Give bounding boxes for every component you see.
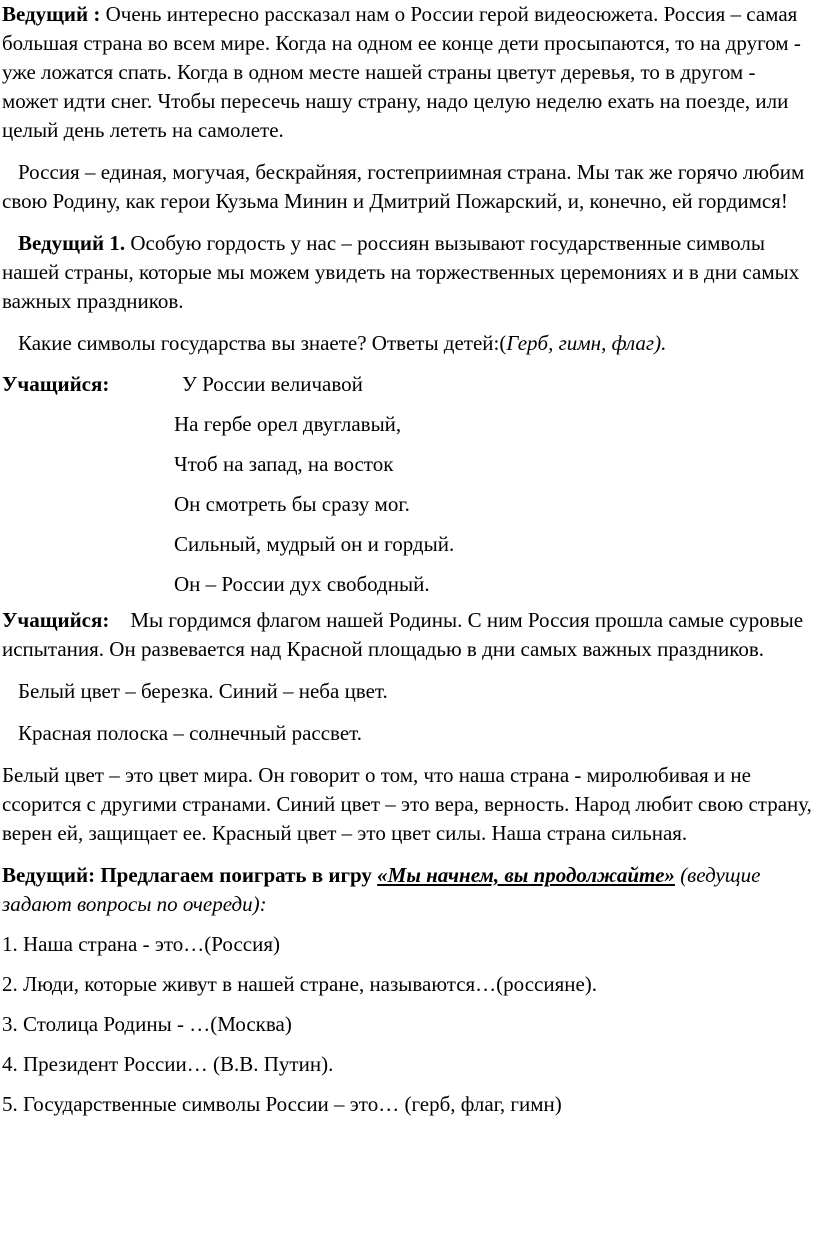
paragraph-text: Особую гордость у нас – россиян вызывают государственные символы нашей страны, которые мы можем увидеть на торжественных церемониях и в дни самых важных праздников.	[2, 231, 800, 313]
verse-row	[2, 450, 814, 490]
paragraph-text: Очень интересно рассказал нам о России герой видеосюжета. Россия – самая большая страна во всем мире. Когда на одном ее конце дети просыпаются, то на другом - уже ложатся спать. Когда в одном месте нашей страны цветут деревья, то в другом - может идти снег. Чтобы пересечь нашу страну, надо целую неделю ехать на поезде, или целый день лететь на самолете.	[2, 2, 801, 142]
verse-row	[2, 570, 814, 610]
paragraph-flag	[2, 606, 814, 664]
verse-row	[2, 410, 814, 450]
verse-line: Чтоб на запад, на восток	[174, 452, 394, 476]
verse-line: На гербе орел двуглавый,	[174, 412, 402, 436]
verse-line: Сильный, мудрый он и гордый.	[174, 532, 455, 556]
answer-italic: Герб, гимн, флаг).	[506, 331, 667, 355]
list-item: 4. Президент России… (В.В. Путин).	[2, 1052, 334, 1076]
paragraph-host-intro	[2, 0, 814, 145]
poem-line-red: Красная полоска – солнечный рассвет.	[18, 721, 362, 745]
verse-block	[2, 370, 814, 610]
verse-line: У России величавой	[182, 372, 363, 396]
question-list	[2, 930, 814, 1119]
paragraph-colors: Белый цвет – это цвет мира. Он говорит о том, что наша страна - миролюбивая и не ссорится с другими странами. Синий цвет – это вера, верность. Народ любит свою страну, верен ей, защищает ее. Красный цвет – это цвет силы. Наша страна сильная.	[2, 763, 812, 845]
speaker-label: Ведущий: Предлагаем поиграть в игру	[2, 863, 378, 887]
verse-line: Он – России дух свободный.	[174, 572, 430, 596]
paragraph-text: Какие символы государства вы знаете? Ответы детей:(	[18, 331, 507, 355]
document-page	[2, 0, 814, 1119]
speaker-label: Ведущий 1.	[18, 231, 126, 255]
verse-row	[2, 530, 814, 570]
list-item: 3. Столица Родины - …(Москва)	[2, 1012, 292, 1036]
list-item: 5. Государственные символы России – это… (герб, флаг, гимн)	[2, 1092, 562, 1116]
paragraph-host1-symbols	[2, 229, 814, 316]
poem-line-white-blue: Белый цвет – березка. Синий – неба цвет.	[18, 679, 388, 703]
paragraph-text: Мы гордимся флагом нашей Родины. С ним Россия прошла самые суровые испытания. Он развевается над Красной площадью в дни самых важных праздников.	[2, 608, 809, 661]
paragraph-game	[2, 861, 814, 919]
speaker-label: Учащийся:	[2, 608, 110, 632]
verse-line: Он смотреть бы сразу мог.	[174, 492, 410, 516]
verse-row	[2, 370, 814, 410]
speaker-label: Учащийся:	[2, 372, 110, 396]
list-item: 1. Наша страна - это…(Россия)	[2, 932, 280, 956]
paragraph-question	[2, 329, 814, 358]
game-title: «Мы начнем, вы продолжайте»	[377, 863, 675, 887]
paragraph-russia-united: Россия – единая, могучая, бескрайняя, гостеприимная страна. Мы так же горячо любим свою Родину, как герои Кузьма Минин и Дмитрий Пожарский, и, конечно, ей гордимся!	[2, 160, 805, 213]
list-item: 2. Люди, которые живут в нашей стране, называются…(россияне).	[2, 972, 598, 996]
speaker-label: Ведущий :	[2, 2, 101, 26]
verse-row	[2, 490, 814, 530]
game-note: (ведущие задают вопросы по очереди):	[2, 863, 761, 916]
